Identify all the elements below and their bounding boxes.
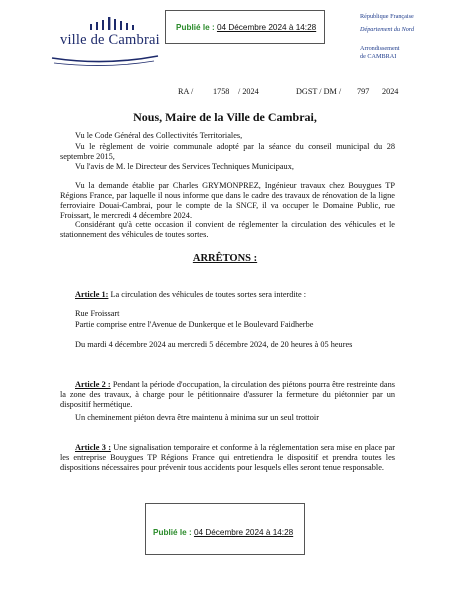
article-2-text-2: Un cheminement piéton devra être maintenu à minima sur un seul trottoir (75, 413, 319, 422)
consideration-3: Vu l'avis de M. le Directeur des Services Techniques Municipaux, (75, 162, 294, 171)
dgst-year: 2024 (382, 87, 399, 96)
consideration-5: Considérant qu'à cette occasion il convient de réglementer la circulation des véhicules et le stationnement des véhicules de toutes sortes. (60, 220, 395, 239)
decision-heading: ARRÊTONS : (192, 253, 258, 264)
ra-label: RA / (178, 87, 194, 96)
document-title: Nous, Maire de la Ville de Cambrai, (133, 110, 317, 124)
dgst-label: DGST / DM / (296, 87, 342, 96)
article-3-text: Une signalisation temporaire et conforme à la réglementation sera mise en place par les entreprise Bouygues TP Régions France qui entretiendra le dispositif et prendra toutes les dispositions nécessaires pour prévenir tous accidents pour lesquels elles seront tenue responsable. (60, 443, 395, 472)
published-stamp-top (165, 10, 325, 44)
consideration-4: Vu la demande établie par Charles GRYMONPREZ, Ingénieur travaux chez Bouygues TP Régions France, par laquelle il nous informe que dans le cadre des travaux de rénovation de la ligne ferroviaire Douai-Cambrai, pour le compte de la SNCF, il va occuper le Domaine Public, rue Froissart, le mercredi 4 décembre 2024. (60, 181, 395, 220)
article-1 (75, 290, 395, 300)
district-label: Arrondissement de CAMBRAI (360, 44, 400, 61)
logo-skyline-icon (88, 16, 158, 30)
dgst-number: 797 (357, 87, 370, 96)
ra-number: 1758 (213, 87, 230, 96)
article-2-text: Pendant la période d'occupation, la circulation des piétons pourra être restreinte dans la zone des travaux, à charge pour le pétitionnaire d'assurer la fermeture du piétonnier par un dispositif hermétique. (60, 380, 395, 409)
department-label: Département du Nord (360, 26, 415, 34)
logo-text: ville de Cambrai (60, 32, 160, 48)
cambrai-logo (50, 12, 160, 72)
stamp-label-bottom: Publié le : (153, 528, 192, 537)
article-1-text: La circulation des véhicules de toutes sortes sera interdite : (108, 290, 307, 299)
consideration-2: Vu le règlement de voirie communale adopté par la séance du conseil municipal du 28 septembre 2015, (60, 142, 395, 161)
country-label: République Française (360, 13, 414, 20)
logo-swoosh-icon (50, 52, 160, 66)
article-1-street: Rue Froissart (75, 309, 120, 318)
ra-year: / 2024 (238, 87, 259, 96)
stamp-date: 04 Décembre 2024 à 14:28 (216, 23, 317, 32)
stamp-date-bottom: 04 Décembre 2024 à 14:28 (193, 528, 294, 537)
article-2-title: Article 2 : (75, 380, 111, 389)
consideration-1: Vu le Code Général des Collectivités Territoriales, (75, 131, 243, 140)
article-3 (60, 443, 395, 473)
article-1-period: Du mardi 4 décembre 2024 au mercredi 5 décembre 2024, de 20 heures à 05 heures (75, 340, 353, 349)
article-1-section: Partie comprise entre l'Avenue de Dunkerque et le Boulevard Faidherbe (75, 320, 314, 329)
article-1-title: Article 1: (75, 290, 109, 299)
article-3-title: Article 3 : (75, 443, 111, 452)
stamp-label: Publié le : (176, 23, 215, 32)
article-2 (60, 380, 395, 410)
administrative-header (360, 13, 450, 61)
published-stamp-bottom (145, 503, 305, 555)
